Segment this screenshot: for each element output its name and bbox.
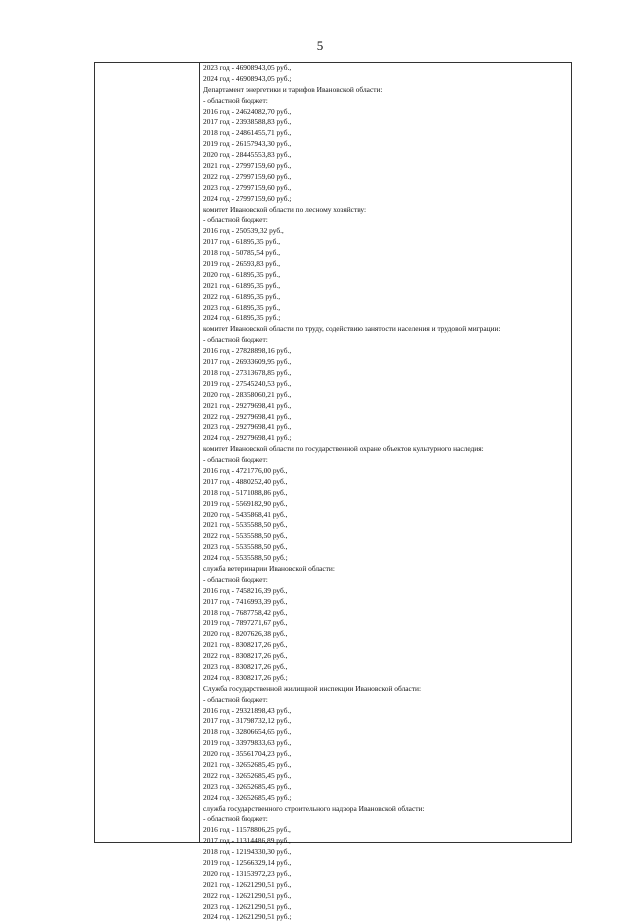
text-line: 2022 год - 29279698,41 руб., <box>203 411 292 421</box>
text-line: - областной бюджет: <box>203 694 268 704</box>
text-line: 2020 год - 5435868,41 руб., <box>203 509 288 519</box>
text-line: - областной бюджет: <box>203 574 268 584</box>
text-line: 2016 год - 29321898,43 руб., <box>203 705 292 715</box>
text-line: 2016 год - 4721776,00 руб., <box>203 465 288 475</box>
text-line: 2020 год - 13153972,23 руб., <box>203 868 292 878</box>
text-line: 2016 год - 24624082,70 руб., <box>203 106 292 116</box>
text-line: 2024 год - 46908943,05 руб.; <box>203 73 292 83</box>
text-line: 2018 год - 50785,54 руб., <box>203 248 281 258</box>
text-line: - областной бюджет: <box>203 335 268 345</box>
text-line: 2017 год - 26933609,95 руб., <box>203 357 292 367</box>
text-line: 2020 год - 61895,35 руб., <box>203 269 281 279</box>
text-line: 2016 год - 11578806,25 руб., <box>203 825 291 835</box>
text-line: 2019 год - 5569182,90 руб., <box>203 498 288 508</box>
text-line: 2022 год - 61895,35 руб., <box>203 291 281 301</box>
text-line: - областной бюджет: <box>203 455 268 465</box>
text-line: 2018 год - 32806654,65 руб., <box>203 727 292 737</box>
text-line: 2024 год - 5535588,50 руб.; <box>203 553 288 563</box>
text-line: - областной бюджет: <box>203 95 268 105</box>
text-line: 2020 год - 28445553,83 руб., <box>203 150 292 160</box>
text-line: 2023 год - 29279698,41 руб., <box>203 422 292 432</box>
text-line: 2017 год - 61895,35 руб., <box>203 237 281 247</box>
text-line: 2024 год - 27997159,60 руб.; <box>203 193 292 203</box>
text-line: 2022 год - 32652685,45 руб., <box>203 770 292 780</box>
text-line: 2018 год - 12194330,30 руб., <box>203 847 292 857</box>
text-line: 2023 год - 32652685,45 руб., <box>203 781 292 791</box>
text-line: 2019 год - 27545240,53 руб., <box>203 378 292 388</box>
text-line: 2018 год - 7687758,42 руб., <box>203 607 288 617</box>
text-line: 2023 год - 5535588,50 руб., <box>203 542 288 552</box>
text-line: 2018 год - 5171088,86 руб., <box>203 487 288 497</box>
budget-table <box>94 62 572 922</box>
text-line: 2020 год - 28358060,21 руб., <box>203 389 292 399</box>
text-line: 2023 год - 8308217,26 руб., <box>203 661 288 671</box>
text-line: - областной бюджет: <box>203 215 268 225</box>
text-line: служба ветеринарии Ивановской области: <box>203 563 335 573</box>
text-line: 2020 год - 8207626,38 руб., <box>203 629 288 639</box>
text-line: 2019 год - 26157943,30 руб., <box>203 139 292 149</box>
text-line: 2019 год - 26593,83 руб., <box>203 259 281 269</box>
text-line: 2023 год - 61895,35 руб., <box>203 302 281 312</box>
text-line: комитет Ивановской области по государственной охране объектов культурного наследия: <box>203 444 484 454</box>
text-line: 2016 год - 7458216,39 руб., <box>203 585 288 595</box>
text-line: 2017 год - 23938588,83 руб., <box>203 117 292 127</box>
text-line: 2024 год - 32652685,45 руб.; <box>203 792 292 802</box>
text-line: 2021 год - 5535588,50 руб., <box>203 520 288 530</box>
text-line: 2017 год - 4880252,40 руб., <box>203 476 288 486</box>
text-line: 2019 год - 7897271,67 руб., <box>203 618 288 628</box>
text-line: 2024 год - 29279698,41 руб.; <box>203 433 292 443</box>
text-line: Служба государственной жилищной инспекции Ивановской области: <box>203 683 422 693</box>
column-divider <box>199 63 200 842</box>
text-line: 2018 год - 27313678,85 руб., <box>203 367 292 377</box>
budget-text-cell <box>203 63 569 923</box>
text-line: Департамент энергетики и тарифов Ивановской области: <box>203 84 383 94</box>
text-line: - областной бюджет: <box>203 814 268 824</box>
text-line: 2017 год - 31798732,12 руб., <box>203 716 292 726</box>
text-line: 2024 год - 12621290,51 руб.; <box>203 912 292 922</box>
text-line: 2021 год - 61895,35 руб., <box>203 280 281 290</box>
text-line: комитет Ивановской области по лесному хозяйству: <box>203 204 367 214</box>
text-line: 2023 год - 46908943,05 руб., <box>203 63 292 72</box>
text-line: 2024 год - 61895,35 руб.; <box>203 313 281 323</box>
text-line: 2017 год - 7416993,39 руб., <box>203 596 288 606</box>
text-line: 2021 год - 27997159,60 руб., <box>203 161 292 171</box>
text-line: 2018 год - 24861455,71 руб., <box>203 128 292 138</box>
text-line: 2021 год - 12621290,51 руб., <box>203 879 292 889</box>
text-line: 2016 год - 27828898,16 руб., <box>203 346 292 356</box>
text-line: 2019 год - 33979833,63 руб., <box>203 738 292 748</box>
text-line: 2022 год - 5535588,50 руб., <box>203 531 288 541</box>
text-line: 2021 год - 8308217,26 руб., <box>203 640 288 650</box>
text-line: 2019 год - 12566329,14 руб., <box>203 858 292 868</box>
text-line: 2024 год - 8308217,26 руб.; <box>203 672 288 682</box>
text-line: 2021 год - 29279698,41 руб., <box>203 400 292 410</box>
text-line: 2016 год - 250539,32 руб., <box>203 226 284 236</box>
text-line: служба государственного строительного надзора Ивановской области: <box>203 803 425 813</box>
text-line: 2020 год - 35561704,23 руб., <box>203 749 292 759</box>
text-line: 2017 год - 11314486,89 руб., <box>203 836 291 846</box>
text-line: 2021 год - 32652685,45 руб., <box>203 760 292 769</box>
text-line: комитет Ивановской области по труду, содействию занятости населения и трудовой миграции: <box>203 324 501 334</box>
text-line: 2022 год - 8308217,26 руб., <box>203 651 288 661</box>
page-number: 5 <box>316 38 324 53</box>
text-line: 2023 год - 27997159,60 руб., <box>203 182 292 192</box>
text-line: 2023 год - 12621290,51 руб., <box>203 901 292 911</box>
text-line: 2022 год - 12621290,51 руб., <box>203 890 292 900</box>
text-line: 2022 год - 27997159,60 руб., <box>203 171 292 181</box>
